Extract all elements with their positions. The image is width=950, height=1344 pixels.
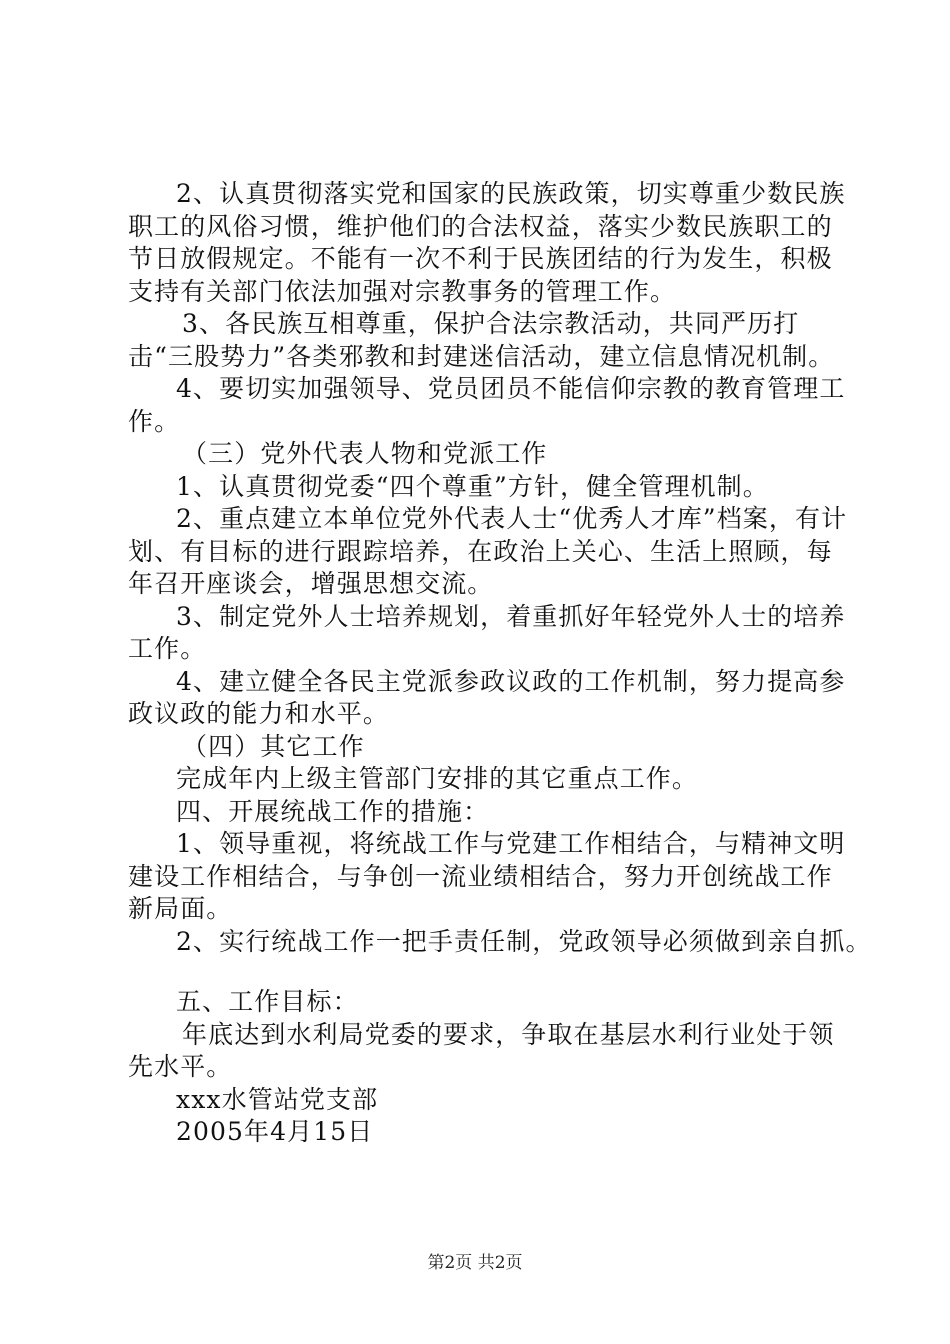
paragraph-ethnic-policy: 2、认真贯彻落实党和国家的民族政策，切实尊重少数民族职工的风俗习惯，维护他们的合法权益，落实少数民族职工的节日放假规定。不能有一次不利于民族团结的行为发生，积极支持有关部门依法加强对宗教事务的管理工作。 — [128, 179, 846, 306]
paragraph-religion-education: 4、要切实加强领导、党员团员不能信仰宗教的教育管理工作。 — [128, 374, 846, 436]
paragraph-goal: 年底达到水利局党委的要求，争取在基层水利行业处于领先水平。 — [128, 1019, 835, 1081]
paragraph-training-plan: 3、制定党外人士培养规划，着重抓好年轻党外人士的培养工作。 — [128, 601, 846, 663]
paragraph-mutual-respect: 3、各民族互相尊重，保护合法宗教活动，共同严历打击“三股势力”各类邪教和封建迷信活动，建立信息情况机制。 — [128, 309, 835, 371]
section-heading-non-party: （三）党外代表人物和党派工作 — [182, 439, 548, 468]
paragraph-other-tasks: 完成年内上级主管部门安排的其它重点工作。 — [176, 764, 699, 793]
section-heading-other-work: （四）其它工作 — [182, 731, 365, 761]
paragraph-democratic-parties: 4、建立健全各民主党派参政议政的工作机制，努力提高参政议政的能力和水平。 — [128, 666, 846, 728]
document-body — [128, 178, 872, 1149]
paragraph-gap — [128, 958, 848, 986]
section-heading-measures: 四、开展统战工作的措施： — [176, 796, 490, 826]
paragraph-responsibility: 2、实行统战工作一把手责任制，党政领导必须做到亲自抓。 — [176, 926, 872, 956]
paragraph-four-respects: 1、认真贯彻党委“四个尊重”方针，健全管理机制。 — [176, 471, 769, 501]
signature-organization: xxx水管站党支部 — [176, 1084, 379, 1114]
paragraph-talent-pool: 2、重点建立本单位党外代表人士“优秀人才库”档案，有计划、有目标的进行跟踪培养，在政治上关心、生活上照顾，每年召开座谈会，增强思想交流。 — [128, 504, 848, 598]
page-number-footer: 第2页 共2页 — [427, 1253, 523, 1273]
section-heading-goals: 五、工作目标： — [176, 987, 359, 1016]
paragraph-leadership: 1、领导重视，将统战工作与党建工作相结合，与精神文明建设工作相结合，与争创一流业绩相结合，努力开创统战工作新局面。 — [128, 829, 846, 923]
signature-date: 2005年4月15日 — [176, 1117, 374, 1146]
